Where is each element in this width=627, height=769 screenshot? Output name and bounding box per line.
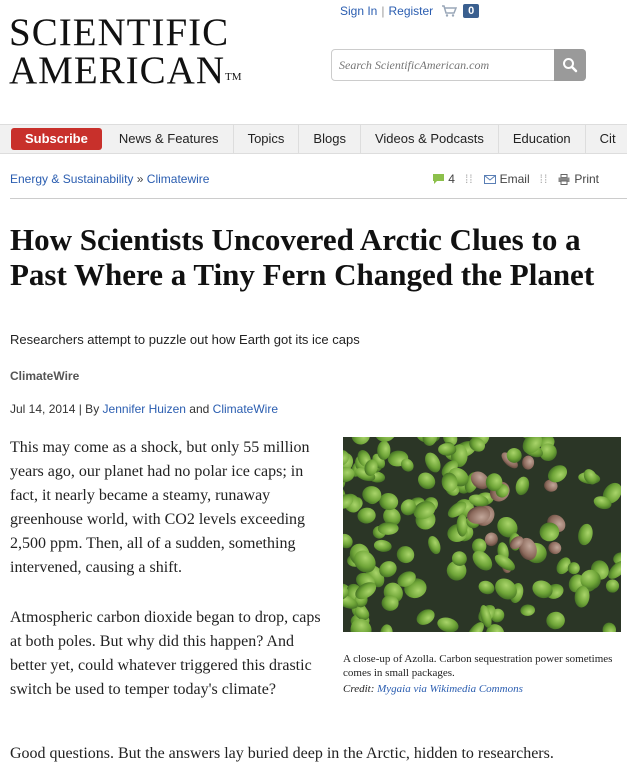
- sign-in-link[interactable]: Sign In: [340, 4, 378, 18]
- nav-videos-podcasts[interactable]: Videos & Podcasts: [360, 124, 498, 154]
- credit-link[interactable]: Mygaia via Wikimedia Commons: [377, 683, 523, 695]
- article-source: ClimateWire: [10, 369, 80, 383]
- credit-label: Credit:: [343, 683, 375, 695]
- tools-divider-2: ⁞⁞: [539, 172, 549, 186]
- comments-link[interactable]: [433, 172, 455, 186]
- print-icon: [558, 174, 570, 185]
- article-title: How Scientists Uncovered Arctic Clues to a Past Where a Tiny Fern Changed the Planet: [10, 222, 595, 292]
- logo-line-2-text: AMERICAN: [9, 49, 226, 92]
- nav-citizen-science[interactable]: Cit: [585, 124, 627, 154]
- byline-prefix: | By: [78, 402, 100, 416]
- search-icon: [562, 57, 578, 73]
- nav-education[interactable]: Education: [498, 124, 585, 154]
- byline: [10, 402, 278, 416]
- email-icon: [484, 175, 496, 184]
- article-paragraph: Good questions. But the answers lay buried deep in the Arctic, hidden to researchers.: [10, 745, 554, 762]
- register-link[interactable]: Register: [388, 4, 434, 18]
- breadcrumb-section[interactable]: Energy & Sustainability: [10, 172, 134, 186]
- breadcrumb: [10, 172, 209, 186]
- publish-date: Jul 14, 2014: [10, 402, 76, 416]
- cart-icon[interactable]: [441, 5, 457, 17]
- figure-credit: [343, 683, 523, 695]
- account-separator: |: [381, 4, 385, 18]
- site-logo[interactable]: [9, 11, 242, 92]
- main-nav: [0, 124, 627, 154]
- logo-line-1: SCIENTIFIC: [9, 11, 230, 54]
- figure-caption: A close-up of Azolla. Carbon sequestration power sometimes comes in small packages.: [343, 653, 613, 679]
- search-button[interactable]: [554, 49, 586, 81]
- nav-blogs[interactable]: Blogs: [298, 124, 360, 154]
- breadcrumb-arrow: »: [136, 172, 144, 186]
- search-input[interactable]: [332, 50, 554, 80]
- azolla-image: [343, 437, 621, 632]
- subscribe-button[interactable]: Subscribe: [11, 128, 102, 150]
- article-tools: [433, 172, 599, 186]
- email-link[interactable]: [484, 172, 530, 186]
- azolla-photo[interactable]: [343, 437, 621, 632]
- cart-count-badge[interactable]: 0: [463, 4, 479, 18]
- nav-news-features[interactable]: News & Features: [118, 131, 219, 146]
- comments-count: 4: [448, 172, 455, 186]
- breadcrumb-subsection[interactable]: Climatewire: [146, 172, 210, 186]
- author-link[interactable]: Jennifer Huizen: [102, 402, 186, 416]
- logo-line-2: [9, 49, 242, 92]
- article-paragraph: Atmospheric carbon dioxide began to drop, caps at both poles. But why did this happen? And better yet, could whatever triggered this drastic switch be used to temper today's climate?: [10, 609, 321, 698]
- print-link[interactable]: [558, 172, 599, 186]
- article-paragraph: This may come as a shock, but only 55 million years ago, our planet had no polar ice caps; in fact, it nearly became a steamy, runaway greenhouse world, with CO2 levels exceeding 2,500 ppm. Then, all of a sudden, something intervened, causing a shift.: [10, 439, 310, 576]
- byline-and: and: [189, 402, 210, 416]
- logo-trademark: TM: [225, 71, 242, 83]
- comment-icon: [433, 174, 444, 184]
- nav-topics[interactable]: Topics: [233, 124, 299, 154]
- author-link-2[interactable]: ClimateWire: [212, 402, 278, 416]
- search-box: [331, 49, 586, 81]
- account-links: [340, 4, 479, 18]
- print-label: Print: [574, 172, 599, 186]
- article-subtitle: Researchers attempt to puzzle out how Earth got its ice caps: [10, 332, 360, 347]
- email-label: Email: [499, 172, 530, 186]
- header-divider: [10, 198, 627, 199]
- tools-divider: ⁞⁞: [464, 172, 474, 186]
